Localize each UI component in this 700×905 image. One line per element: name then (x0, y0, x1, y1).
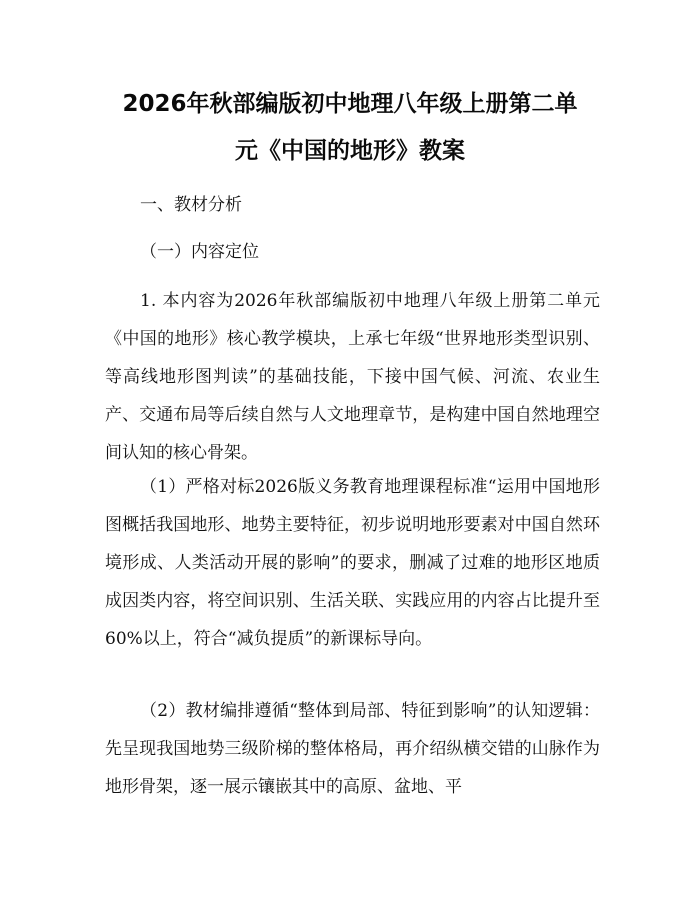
document-title-line-2: 元《中国的地形》教案 (235, 138, 465, 164)
subsection-heading: （一）内容定位 (140, 242, 259, 262)
paragraph-textbook-arrangement: （2）教材编排遵循“整体到局部、特征到影响”的认知逻辑：先呈现我国地势三级阶梯的整体格局，再介绍纵横交错的山脉作为地形骨架，逐一展示镶嵌其中的高原、盆地、平 (105, 701, 600, 797)
document-title-line-1: 2026年秋部编版初中地理八年级上册第二单 (122, 91, 578, 117)
paragraph-curriculum-standard: （1）严格对标2026版义务教育地理课程标准“运用中国地形图概括我国地形、地势主要特征，初步说明地形要素对中国自然环境形成、人类活动开展的影响”的要求，删减了过难的地形区地质成因类内容，将空间识别、生活关联、实践应用的内容占比提升至60%以上，符合“减负提质”的新课标导向。 (105, 477, 600, 649)
section-heading: 一、教材分析 (140, 195, 242, 215)
paragraph-content-positioning: 1. 本内容为2026年秋部编版初中地理八年级上册第二单元《中国的地形》核心教学模块，上承七年级“世界地形类型识别、等高线地形图判读”的基础技能，下接中国气候、河流、农业生产、交通布局等后续自然与人文地理章节，是构建中国自然地理空间认知的核心骨架。 (105, 291, 600, 463)
